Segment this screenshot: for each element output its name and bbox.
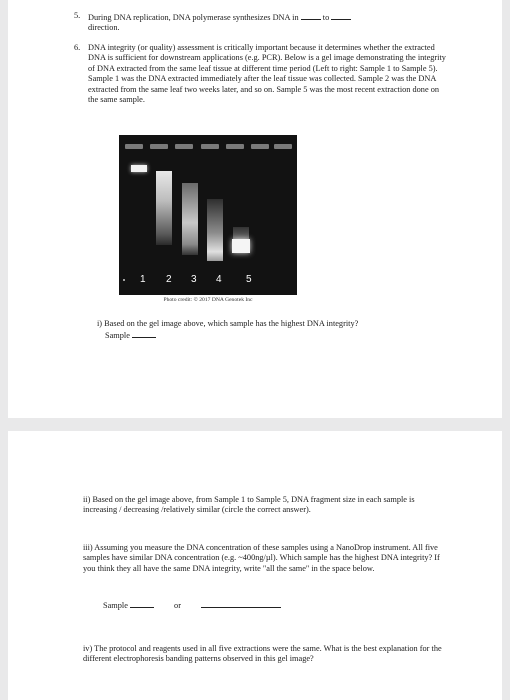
gel-band-lane-1 bbox=[131, 165, 147, 172]
answer-blank-iii-text[interactable] bbox=[201, 599, 281, 608]
or-word: or bbox=[174, 601, 181, 610]
question-number: 5. bbox=[74, 11, 81, 20]
to-word: to bbox=[322, 13, 330, 22]
question-i-text: i) Based on the gel image above, which sample has the highest DNA integrity? bbox=[97, 319, 359, 328]
question-5 bbox=[74, 11, 474, 34]
question-5-text: During DNA replication, DNA polymerase synthesizes DNA in bbox=[88, 13, 299, 22]
lane-label-5: 5 bbox=[246, 274, 252, 285]
gel-well bbox=[201, 144, 219, 149]
gel-smear-lane-4 bbox=[207, 199, 223, 261]
question-6-iii: iii) Assuming you measure the DNA concentration of these samples using a NanoDrop instrument. All five samples have similar DNA concentration (e.g. ~400ng/µl). Which sample has the highest DNA integrity? If you think they all have the same DNA integrity, write "all the same" in the space below. bbox=[83, 543, 440, 573]
lane-label-1: 1 bbox=[140, 274, 146, 285]
question-number: 6. bbox=[74, 43, 81, 52]
gel-electrophoresis-image bbox=[119, 135, 297, 295]
answer-blank-iii-sample[interactable] bbox=[130, 599, 154, 608]
gel-well bbox=[226, 144, 244, 149]
question-6-ii: ii) Based on the gel image above, from Sample 1 to Sample 5, DNA fragment size in each sample is increasing / decreasing /relatively similar (circle the correct answer). bbox=[83, 495, 415, 515]
answer-blank-2[interactable] bbox=[331, 11, 351, 20]
gel-smear-lane-3 bbox=[182, 183, 198, 255]
lane-label-4: 4 bbox=[216, 274, 222, 285]
gel-smear-lane-2 bbox=[156, 171, 172, 245]
question-6 bbox=[74, 43, 446, 105]
lane-label-2: 2 bbox=[166, 274, 172, 285]
answer-line-iii bbox=[103, 599, 403, 611]
gel-band-lane-5 bbox=[232, 239, 250, 253]
gel-well bbox=[150, 144, 168, 149]
answer-blank-1[interactable] bbox=[301, 11, 321, 20]
photo-credit: Photo credit: © 2017 DNA Genotek Inc bbox=[163, 297, 253, 303]
gel-well bbox=[251, 144, 269, 149]
gel-well bbox=[125, 144, 143, 149]
lane-label-3: 3 bbox=[191, 274, 197, 285]
question-5-text-end: direction. bbox=[88, 23, 120, 33]
gel-well bbox=[274, 144, 292, 149]
question-6-i bbox=[97, 319, 457, 342]
sample-label: Sample bbox=[105, 331, 130, 341]
sample-label: Sample bbox=[103, 601, 128, 610]
gel-marker-dot bbox=[123, 279, 125, 281]
question-6-paragraph: DNA integrity (or quality) assessment is critically important because it determines whether the extracted DNA is sufficient for downstream applications (e.g. PCR). Below is a gel image demonstrating the integrity of DNA extracted from the same leaf tissue at different time period (Left to right: Sample 1 to Sample 5). Sample 1 was the DNA extracted immediately after the leaf tissue was collected. Sample 2 was the DNA extracted from the same leaf two weeks later, and so on. Sample 5 was the most recent extraction done on the same sample. bbox=[88, 43, 446, 105]
question-6-iv: iv) The protocol and reagents used in all five extractions were the same. What is the best explanation for the different electrophoresis banding patterns observed in this gel image? bbox=[83, 644, 442, 664]
gel-well bbox=[175, 144, 193, 149]
answer-blank-i[interactable] bbox=[132, 329, 156, 338]
